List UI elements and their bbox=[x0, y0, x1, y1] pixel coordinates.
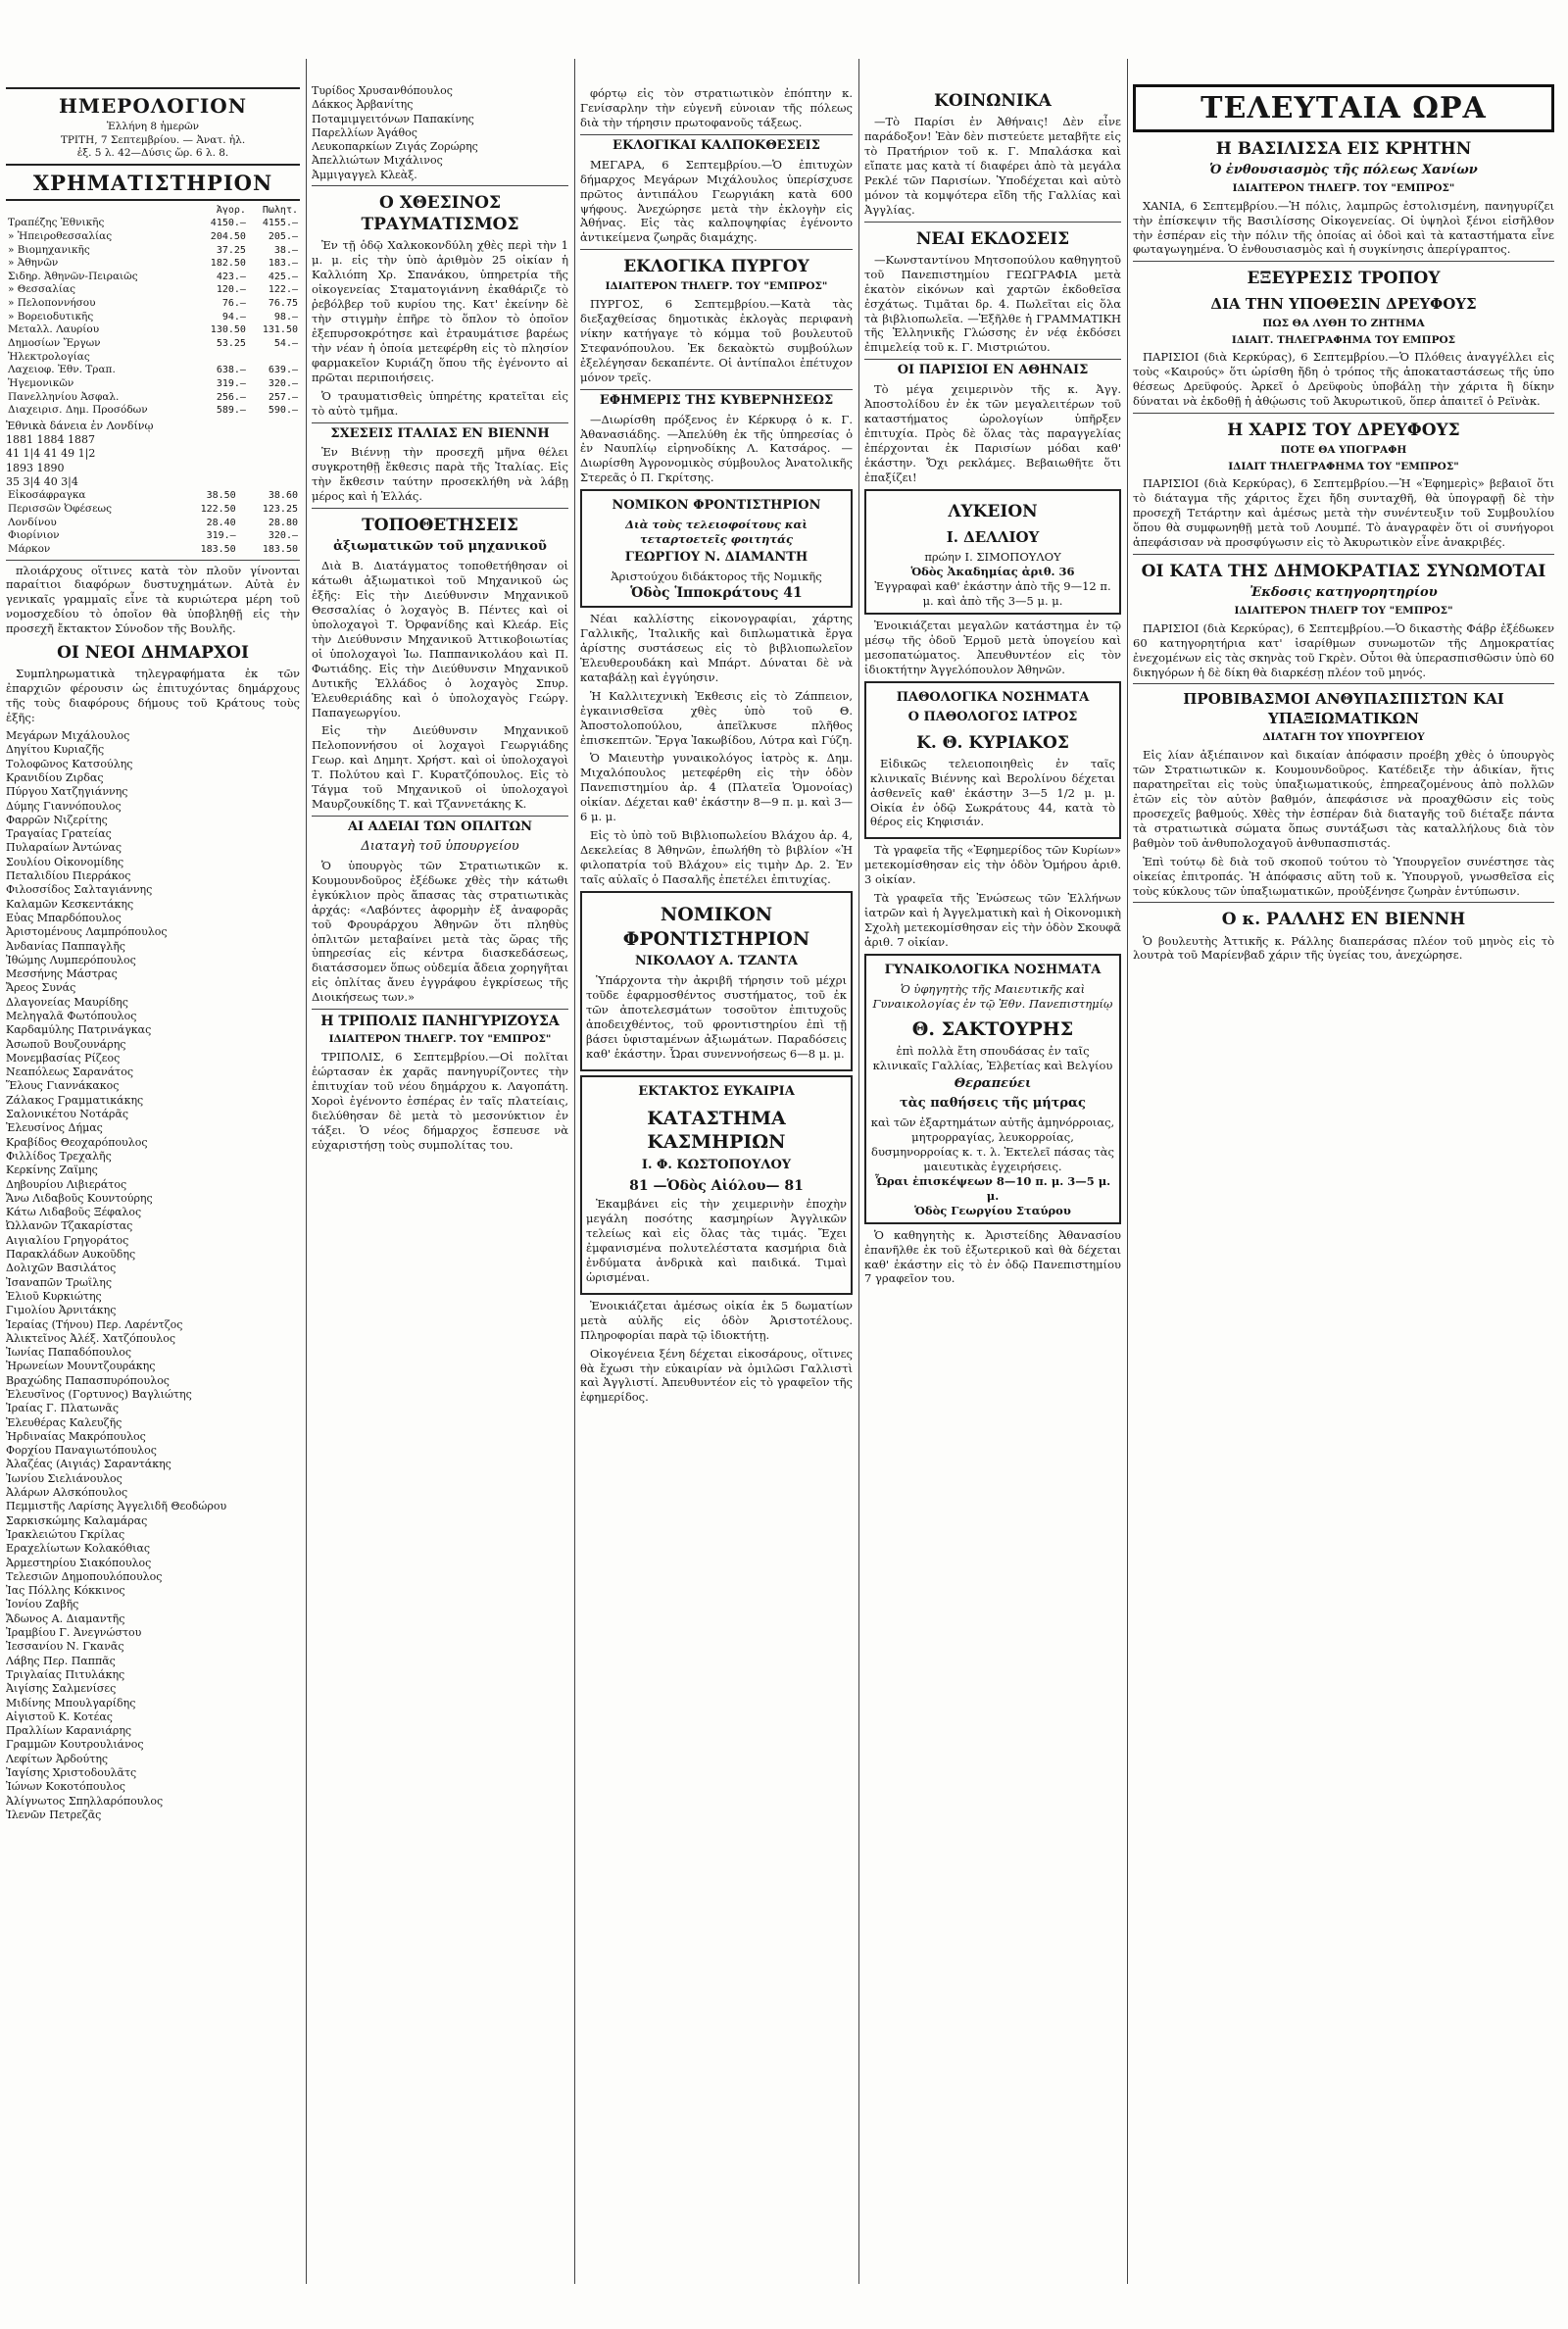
bourse-note: πλοιάρχους οἵτινες κατὰ τὸν πλοῦν γίνονται παραίτιοι διαφόρων δυστυχημάτων. Αὐτὰ ἐν γενικαῖς γραμμαῖς εἶνε τὰ κυριώτερα μέρη τοῦ νομοσχεδίου τὸ ὁποῖον θὰ ὑποβληθῇ εἰς τὴν προσεχῆ ἔκτακτον Σύνοδον τῆς Βουλῆς. bbox=[6, 563, 300, 636]
row-label: » Βιομηχανικῆς bbox=[8, 243, 90, 256]
mayor-entry: Ἰεσσανίου Ν. Γκανᾶς bbox=[6, 1640, 124, 1654]
mayor-entry: Ἠρδιναίας Μακρόπουλος bbox=[6, 1429, 146, 1443]
mayor-entry: Ζάλακος Γραμματικάκης bbox=[6, 1093, 144, 1107]
ad-heading: Θεραπεύει bbox=[954, 1076, 1032, 1092]
sell-price: 257.— bbox=[268, 391, 298, 403]
calendar-sun: ἐξ. 5 λ. 42—Δύσις ὥρ. 6 λ. 8. bbox=[76, 147, 229, 160]
mayor-entry: Ἐλευσῖνος (Γορτυνος) Βαγλιώτης bbox=[6, 1388, 192, 1401]
subheadline-dreyfus-way: ΔΙΑ ΤΗΝ ΥΠΟΘΕΣΙΝ ΔΡΕΥΦΟΥΣ bbox=[1210, 295, 1477, 314]
ad-subtitle: Διὰ τοὺς τελειοφοίτους καὶ τεταρτοετεῖς φοιτητάς bbox=[625, 518, 808, 547]
mayor-entry: Δύμης Γιαννόπουλος bbox=[6, 799, 122, 813]
article-body: Ἐνοικιάζεται ἀμέσως οἰκία ἐκ 5 δωματίων μετὰ αὐλῆς εἰς ὁδὸν Ἀριστοτέλους. Πληροφορίαι παρὰ τῷ ἰδιοκτήτῃ. bbox=[580, 1298, 853, 1342]
ad-kicker: ΕΚΤΑΚΤΟΣ ΕΥΚΑΙΡΙΑ bbox=[638, 1083, 795, 1099]
ad-lyceum bbox=[864, 489, 1121, 615]
row-label: Ἡλεκτρολογίας bbox=[8, 350, 90, 363]
row-label: Πανελληνίου Ἀσφαλ. bbox=[8, 390, 120, 403]
mayor-entry: Τραγαίας Γρατείας bbox=[6, 827, 112, 841]
article-body: Ἐν τῇ ὁδῷ Χαλκοκονδύλη χθὲς περὶ τὴν 1 μ. μ. εἰς τὴν ὑπὸ ἀριθμὸν 25 οἰκίαν ἡ Καλλιόπη Χρ. Σπανάκου, ὑπηρετρία τῆς οἰκογενείας Σταματογιάννη ἐκαθάριζε τὸ ῥεβόλβερ τοῦ κυρίου της. Κατ' ἐκείνην δὲ τὴν στιγμὴν ἐπῆρε τὸ ὅπλον τὸ ὁποῖον ἐξεπυρσοκρότησε καὶ ἐτραυμάτισε βαρέως τὴν νέαν ἡ ὁποία μετεφέρθη εἰς τὸ πλησίον φαρμακεῖον Κυριάζη ὅπου τῆς ἐγένοντο αἱ πρῶται περιποιήσεις. bbox=[312, 238, 568, 384]
headline-leaves: ΑΙ ΑΔΕΙΑΙ ΤΩΝ ΟΠΛΙΤΩΝ bbox=[347, 819, 533, 835]
bourse-table bbox=[6, 204, 300, 418]
column-1 bbox=[0, 84, 306, 2319]
mayor-entry: Εὐας Μπαρδόπουλος bbox=[6, 911, 122, 924]
buy-price: 319.— bbox=[216, 377, 246, 389]
mayor-entry: Λάβης Περ. Παππᾶς bbox=[6, 1654, 116, 1667]
headline-postings: ΤΟΠΟΘΕΤΗΣΕΙΣ bbox=[362, 516, 518, 536]
mayor-entry: Ἰωνίας Παπαδόπουλος bbox=[6, 1346, 132, 1360]
mayor-entry: Πεταλιδίου Πιερράκος bbox=[6, 869, 131, 883]
mayor-entry: Ἀλάρων Αλσκόπουλος bbox=[6, 1486, 128, 1500]
mayor-entry: Γραμμῶν Κουτρουλιάνος bbox=[6, 1738, 144, 1752]
loan-line: 41 1|4 41 49 1|2 bbox=[6, 447, 96, 461]
headline-dreyfus-pardon: Η ΧΑΡΙΣ ΤΟΥ ΔΡΕΥΦΟΥΣ bbox=[1227, 421, 1460, 440]
article-body: Τὰ γραφεῖα τῆς «Ἐφημερίδος τῶν Κυρίων» μετεκομίσθησαν εἰς τὴν ὁδὸν Ὁμήρου ἀριθ. 3 οἰκίαν. bbox=[864, 843, 1121, 887]
row-label: Μάρκον bbox=[8, 542, 51, 555]
article-body: Ὁ καθηγητὴς κ. Ἀριστείδης Ἀθανασίου ἐπανῆλθε ἐκ τοῦ ἐξωτερικοῦ καὶ θὰ δέχεται καθ' ἑκάστην εἰς τὸ ἐν ὁδῷ Πανεπιστημίου 7 γραφεῖον του. bbox=[864, 1227, 1121, 1286]
subheadline-when-signed: ΠΟΤΕ ΘΑ ΥΠΟΓΡΑΦΗ bbox=[1280, 444, 1407, 457]
mayor-entry: Κερκίνης Ζαϊμης bbox=[6, 1164, 98, 1177]
row-label: Τραπέζης Ἐθνικῆς bbox=[8, 217, 105, 229]
sell-price: 4155.— bbox=[262, 218, 298, 229]
mayor-entry: Φιλοσσίδος Σαλταγιάννης bbox=[6, 883, 153, 897]
row-label: Λονδίνου bbox=[8, 516, 57, 528]
sell-price: 205.— bbox=[268, 230, 298, 242]
table-row bbox=[6, 337, 300, 351]
article-body: ΠΑΡΙΣΙΟΙ (διὰ Κερκύρας), 6 Σεπτεμβρίου.—Ὁ δικαστὴς Φάβρ ἐξέδωκεν 60 κατηγορητήρια κατ' ἰσαρίθμων συνωμοτῶν τῆς Δημοκρατίας ἐνεχομένων εἰς τὰς σκηνὰς τοῦ Γκρὲν. Οὗτοι θὰ ὑπερασπισθῶσιν ὑπὸ 60 δικηγόρων ἡ δὲ δίκη θὰ διαρκέσῃ πλέον τοῦ μηνός. bbox=[1133, 620, 1554, 679]
mayor-entry: Ἄδωνος Α. Διαμαντῆς bbox=[6, 1611, 125, 1625]
telegram-tag: ΙΔΙΑΙΤΕΡΟΝ ΤΗΛΕΓΡ ΤΟΥ "ΕΜΠΡΟΣ" bbox=[1234, 605, 1453, 618]
headline-queen-crete: Η ΒΑΣΙΛΙΣΣΑ ΕΙΣ ΚΡΗΤΗΝ bbox=[1215, 139, 1472, 159]
table-row bbox=[6, 351, 300, 365]
loan-line: 1893 1890 bbox=[6, 461, 65, 474]
ad-law-tutoring-diamantis bbox=[580, 489, 853, 608]
mayor-entry: Ἀρμεστηρίου Σιακόπουλος bbox=[6, 1556, 152, 1569]
buy-price: 589.— bbox=[216, 405, 246, 417]
article-body: Εἰς τὴν Διεύθυνσιν Μηχανικοῦ Πελοποννήσου οἱ λοχαγοὶ Γεωργιάδης Γεωρ. καὶ Δημητ. Χρήστ. καὶ οἱ ὑπολοχαγοὶ Τ. Πολύτου καὶ Γ. Κυρατζόπουλος. Εἰς τὸ Τάγμα τοῦ Μηχανικοῦ οἱ ὑπολοχαγοὶ Μαυρζουκίδης Τ. καὶ Τζαννετάκης Κ. bbox=[312, 723, 568, 812]
ad-gynecology bbox=[864, 954, 1121, 1224]
mayor-entry: Ἀλικτεῖνος Ἀλέξ. Χατζόπουλος bbox=[6, 1331, 176, 1345]
telegram-tag: ΙΔΙΑΙΤΕΡΟΝ ΤΗΛΕΓΡ. ΤΟΥ "ΕΜΠΡΟΣ" bbox=[328, 1033, 552, 1046]
article-body: —Τὸ Παρίσι ἐν Ἀθήναις! Δὲν εἶνε παράδοξον! Ἐὰν δὲν πιστεύετε μεταβῆτε εἰς τὸ Πρατήριον τοῦ κ. Γ. Μπαλάσκα καὶ εἴπατε μας κατὰ τί διαφέρει ἀπὸ τὰ μεγάλα Ρεκλέ τῶν Παρισίων. Ὑποδέχεται καὶ αὐτὸ μόνον τὰ κομψότερα εἴδη τῆς Γαλλίας καὶ Ἀγγλίας. bbox=[864, 115, 1121, 217]
mayor-entry: Τολοφῶνος Κατσούλης bbox=[6, 757, 133, 770]
headline-pyrgos: ΕΚΛΟΓΙΚΑ ΠΥΡΓΟΥ bbox=[623, 257, 809, 277]
headline-italy-vienna: ΣΧΕΣΕΙΣ ΙΤΑΛΙΑΣ ΕΝ ΒΙΕΝΝΗ bbox=[330, 425, 550, 441]
col-header-buy: Ἀγορ. bbox=[216, 205, 246, 217]
mayors-list bbox=[6, 729, 300, 1822]
buy-price: 4150.— bbox=[210, 218, 246, 229]
mayor-entry: Ἰονίου Ζαβῆς bbox=[6, 1598, 79, 1611]
mayor-entry: Ἀμμιγαγγελ Κλεὰξ. bbox=[312, 168, 417, 181]
ad-body: καὶ τῶν ἐξαρτημάτων αὐτῆς ἀμηνόρροιας, μητρορραγίας, λευκορροίας, δυσμηνορροίας κ. τ. λ. Ἐκτελεῖ πάσας τὰς μαιευτικὰς ἐγχειρήσεις. bbox=[870, 1115, 1115, 1173]
mayor-entry: Ἰσαναπῶν Τρωΐλης bbox=[6, 1275, 112, 1289]
table-row bbox=[6, 297, 300, 311]
article-body: ΧΑΝΙΑ, 6 Σεπτεμβρίου.—Ἡ πόλις, λαμπρῶς ἐστολισμένη, πανηγυρίζει τὴν ἐπίσκεψιν τῆς Βασιλίσσης Οἰκογενείας. Οἱ ὑψηλοὶ ξένοι εἰσῆλθον τὴν ἑσπέραν εἰς τὴν πόλιν τῆς ὁποίας αἱ ὁδοὶ καὶ τὰ καταστήματα εἶνε φωταγωγημένα. Ὁ ἐνθουσιασμὸς καὶ ἡ συγκίνησις ἀπερίγραπτος. bbox=[1133, 198, 1554, 257]
headline-rallis-vienna: Ο κ. ΡΑΛΛΗΣ ΕΝ ΒΙΕΝΝΗ bbox=[1221, 910, 1466, 930]
buy-price: 256.— bbox=[216, 391, 246, 403]
row-label: » Ἀθηνῶν bbox=[8, 257, 59, 270]
subheadline-indictment: Ἐκδοσις κατηγορητηρίου bbox=[1250, 585, 1438, 601]
mayor-entry: Ἰραμβίου Γ. Ἀνεγνώστου bbox=[6, 1626, 142, 1640]
article-body: Νέαι καλλίστης εἰκονογραφίαι, χάρτης Γαλλικῆς, Ἰταλικῆς καὶ διπλωματικὰ ἔργα ἀρίστης συστάσεως εἰς τὸ βιβλιοπωλεῖον Ἐλευθερουδάκη καὶ Μπάρτ. Δύναται δὲ νὰ καταβάλῃ καὶ ἐγγύησιν. bbox=[580, 612, 853, 684]
ad-title: ΠΑΘΟΛΟΓΙΚΑ ΝΟΣΗΜΑΤΑ bbox=[896, 689, 1090, 705]
bourse-title: ΧΡΗΜΑΤΙΣΤΗΡΙΟΝ bbox=[32, 170, 273, 195]
calendar-subhead: Ἑλλήνη 8 ἡμερῶν bbox=[106, 121, 200, 132]
article-body: ΠΥΡΓΟΣ, 6 Σεπτεμβρίου.—Κατὰ τὰς διεξαχθείσας δημοτικὰς ἐκλογὰς περιφανὴ νίκην κατήγαγε τὸ κόμμα τοῦ βουλευτοῦ Στεφανόπουλου. Ἐκ δεκαὸκτὼ συμβούλων ἐξελέγησαν δεκαπέντε. Οἱ ἀντίπαλοι ἐπέτυχον μόνον τρεῖς. bbox=[580, 297, 853, 384]
mayor-entry: Ἰώνων Κοκοτόπουλος bbox=[6, 1780, 125, 1794]
ad-name: ΝΙΚΟΛΑΟΥ Α. ΤΖΑΝΤΑ bbox=[635, 954, 798, 969]
mayor-entry: Γιμολίου Ἀρνιτάκης bbox=[6, 1304, 117, 1317]
telegram-tag: ΙΔΙΑΙΤ ΤΗΛΕΓΡΑΦΗΜΑ ΤΟΥ "ΕΜΠΡΟΣ" bbox=[1228, 460, 1459, 472]
table-row bbox=[6, 489, 300, 503]
mayor-entry: Νεαπόλεως Σαρανάτος bbox=[6, 1065, 133, 1079]
article-body: Ὁ ὑπουργὸς τῶν Στρατιωτικῶν κ. Κουμουνδοῦρος ἐξέδωκε χθὲς τὴν κάτωθι ἐγκύκλιον πρὸς ἅπασας τὰς στρατιωτικὰς ἀρχάς: «Λαβόντες ἀφορμὴν ἐξ ἀναφορᾶς τοῦ Φρουράρχου Ἀθηνῶν ὅτι πληθὺς ὁπλιτῶν μεταβαίνει μετὰ τὰς ὥρας τῆς ὑπηρεσίας εἰς κέντρα διασκεδάσεως, διατάσσομεν ὅπως οὐδεμία ἄδεια χορηγῆται εἰς ὁπλίτας ἄνευ ἐγγράφου ἐγκρίσεως τῆς Διοικήσεως των.» bbox=[312, 858, 568, 1005]
buy-price: 182.50 bbox=[210, 258, 246, 270]
mayor-entry: Πυλαραίων Ἀντώνας bbox=[6, 841, 122, 855]
sell-price: 425.— bbox=[268, 271, 298, 282]
loan-line: 1881 1884 1887 bbox=[6, 433, 95, 447]
ad-hours: Ἐγγραφαὶ καθ' ἑκάστην ἀπὸ τῆς 9—12 π. μ. καὶ ἀπὸ τῆς 3—5 μ. μ. bbox=[874, 579, 1111, 609]
mayor-entry: Δολιχῶν Βασιλάτος bbox=[6, 1262, 117, 1275]
mayor-entry: Κραβίδος Θεοχαρόπουλος bbox=[6, 1135, 148, 1149]
telegram-tag: ΙΔΙΑΙΤΕΡΟΝ ΤΗΛΕΓΡ. ΤΟΥ "ΕΜΠΡΟΣ" bbox=[605, 280, 828, 293]
headline-dreyfus-way: ΕΞΕΥΡΕΣΙΣ ΤΡΟΠΟΥ bbox=[1247, 269, 1441, 289]
sell-price: 320.— bbox=[268, 377, 298, 389]
mayor-entry: Πεμμιστῆς Λαρίσης Ἀγγελιδῆ Θεοδώρου bbox=[6, 1500, 227, 1513]
mayor-entry: Ἰθώμης Λυμπερόπουλος bbox=[6, 953, 136, 966]
headline-injury: Ο ΧΘΕΣΙΝΟΣ ΤΡΑΥΜΑΤΙΣΜΟΣ bbox=[361, 193, 519, 235]
sell-price: 38.— bbox=[273, 244, 298, 256]
last-hour-title: ΤΕΛΕΥΤΑΙΑ ΩΡΑ bbox=[1200, 91, 1487, 125]
table-row bbox=[6, 517, 300, 530]
column-5 bbox=[1127, 84, 1568, 2319]
loan-line: Ἐθνικὰ δάνεια ἐν Λονδίνῳ bbox=[6, 419, 154, 432]
ad-name: Κ. Θ. ΚΥΡΙΑΚΟΣ bbox=[916, 732, 1069, 753]
mayor-entry: Ἠρωνείων Μουντζουράκης bbox=[6, 1360, 156, 1373]
ad-title: ΛΥΚΕΙΟΝ bbox=[948, 501, 1038, 521]
sell-price: 131.50 bbox=[262, 324, 298, 336]
table-row bbox=[6, 377, 300, 391]
mayor-entry: Εραχελίωτων Κολακόθιας bbox=[6, 1542, 151, 1556]
sell-price: 28.80 bbox=[268, 517, 298, 528]
buy-price: 319.— bbox=[206, 530, 236, 542]
subheadline-ministry-order: ΔΙΑΤΑΓΗ ΤΟΥ ΥΠΟΥΡΓΕΙΟΥ bbox=[1262, 731, 1425, 744]
telegram-tag: ΙΔΙΑΙΤΕΡΟΝ ΤΗΛΕΓΡ. ΤΟΥ "ΕΜΠΡΟΣ" bbox=[1232, 181, 1455, 194]
mayor-entry: Καλαμῶν Κεσκεντάκης bbox=[6, 897, 134, 911]
table-row bbox=[6, 503, 300, 517]
article-body: Ἐπὶ τούτῳ δὲ διὰ τοῦ σκοποῦ τούτου τὸ Ὑπουργεῖον συνέστησε τὰς οἰκείας ἐπιτροπάς. Ἡ ἀπόφασις αὕτη τοῦ κ. Ὑπουργοῦ, γνωσθεῖσα εἰς τοὺς κύκλους τῶν ὑπαξιωματικῶν, προὐξένησε ζωηρὰν ἐντύπωσιν. bbox=[1133, 854, 1554, 898]
mayor-entry: Βραχώδης Παπασπυρόπουλος bbox=[6, 1373, 170, 1387]
sell-price: 123.25 bbox=[262, 503, 298, 515]
table-row bbox=[6, 364, 300, 377]
row-label: » Ἠπειροθεσσαλίας bbox=[8, 229, 113, 242]
ad-address: Ὁδὸς Ἀκαδημίας ἀριθ. 36 bbox=[910, 565, 1075, 579]
table-row bbox=[6, 529, 300, 543]
article-body: Διὰ Β. Διατάγματος τοποθετήθησαν οἱ κάτωθι ἀξιωματικοὶ τοῦ Μηχανικοῦ ὡς ἑξῆς: Εἰς τὴν Διεύθυνσιν Μηχανικοῦ Θεσσαλίας ὁ λοχαγὸς Β. Πέντες καὶ οἱ ὑπολοχαγοὶ Τ. Ὀρφανίδης καὶ Κλεάρ. Εἰς τὴν Διεύθυνσιν Μηχανικοῦ Ἀττικοβοιωτίας οἱ ὑπολοχαγοὶ Ἰω. Παππανικολάου καὶ Π. Φωτιάδης. Εἰς τὴν Διεύθυνσιν Μηχανικοῦ Δυτικῆς Ἑλλάδος ὁ λοχαγὸς Σπυρ. Ἑλευθεριάδης καὶ ὁ ὑπολοχαγὸς Γεώργ. Παπαγεωργίου. bbox=[312, 559, 568, 719]
continued-names bbox=[312, 84, 568, 182]
section-title-mayors: ΟΙ ΝΕΟΙ ΔΗΜΑΡΧΟΙ bbox=[57, 643, 249, 664]
article-body: φόρτῳ εἰς τὸν στρατιωτικὸν ἐπόπτην κ. Γενίσαρλην τὴν εὐγενῆ εὐνοιαν τῆς πόλεως διὰ τὴν τήρησιν πρωτοφανοῦς τάξεως. bbox=[580, 86, 853, 129]
mayor-entry: Λευκοπαρκίων Ζιγάς Ζορώρης bbox=[312, 140, 478, 154]
table-row bbox=[6, 257, 300, 271]
mayor-entry: Φορχίου Παναγιωτόπουλος bbox=[6, 1444, 157, 1458]
mayor-entry: Παρακλάδων Αυκοῦδης bbox=[6, 1248, 136, 1262]
column-3 bbox=[574, 84, 858, 2319]
ad-body: Ἐκαμβάνει εἰς τὴν χειμερινὴν ἐποχὴν μεγάλη ποσότης κασμηρίων Ἀγγλικῶν τελείως καὶ εἰς ὅλας τὰς τιμάς. Ἔχει ἐμφανισμένα πολυτελέστατα κασμήρια διὰ ἐνδύματα ἀνδρικὰ καὶ παιδικά. Τιμαὶ ὡρισμέναι. bbox=[586, 1197, 847, 1284]
ad-title: ΚΑΤΑΣΤΗΜΑ ΚΑΣΜΗΡΙΩΝ bbox=[647, 1107, 786, 1154]
mayor-entry: Τελεσιῶν Δημοπουλόπουλος bbox=[6, 1569, 163, 1583]
mayor-entry: Σαρκισκώμης Καλαμάρας bbox=[6, 1513, 148, 1527]
ad-body: Εἰδικῶς τελειοποιηθεὶς ἐν ταῖς κλινικαῖς Βιέννης καὶ Βερολίνου δέχεται ἀσθενεῖς καθ' ἑκάστην 3—5 1/2 μ. μ. Οἰκία ἐν ὁδῷ Σωκράτους 44, κατὰ τὸ θέρος εἰς Κηφισιάν. bbox=[870, 756, 1115, 829]
mayor-entry: Αἰγιστοῦ Κ. Κοτέας bbox=[6, 1710, 113, 1723]
article-body: ΠΑΡΙΣΙΟΙ (διὰ Κερκύρας), 6 Σεπτεμβρίου.—Ἡ «Ἐφημερὶς» βεβαιοῖ ὅτι τὸ διάταγμα τῆς χάριτος ἔχει ἤδη συνταχθῆ, θὰ ὑπογραφῇ δὲ τὴν προσεχῆ Τετάρτην καὶ ἀμέσως μετὰ τὴν συνέντευξιν τοῦ Συμβουλίου ὅπου θὰ συμφωνηθῇ μετὰ τοῦ Λουμπέ. Τὸ ἀναγραφὲν ὅτι οἱ συνήγοροι ἀπεφάσισαν νὰ προσφύγωσιν εἰς τὸ Ἀκυρωτικὸν εἶνε ἀνακριβές. bbox=[1133, 476, 1554, 550]
mayor-entry: Καρδαμύλης Πατρινάγκας bbox=[6, 1023, 152, 1037]
subheadline-leaves: Διαταγὴ τοῦ ὑπουργείου bbox=[361, 838, 519, 854]
sell-price: 320.— bbox=[268, 530, 298, 542]
mayor-entry: Μεληγαλᾶ Φωτόπουλος bbox=[6, 1009, 137, 1022]
mayor-entry: Ἐλευσίνος Δήμας bbox=[6, 1121, 103, 1135]
row-label: Φιορίνιον bbox=[8, 529, 60, 542]
ad-title: ΝΟΜΙΚΟΝ ΦΡΟΝΤΙΣΤΗΡΙΟΝ bbox=[622, 903, 810, 950]
table-row bbox=[6, 543, 300, 557]
article-body: Ὁ Μαιευτὴρ γυναικολόγος ἰατρὸς κ. Δημ. Μιχαλόπουλος μετεφέρθη εἰς τὴν ὁδὸν Πανεπιστημίου ἀρ. 4 (Πλατεῖα Ὁμονοίας) οἰκίαν. Δέχεται καθ' ἑκάστην 8—9 π. μ. καὶ 3—6 μ. μ. bbox=[580, 751, 853, 824]
subheadline-postings: ἀξιωματικῶν τοῦ μηχανικοῦ bbox=[333, 539, 547, 555]
ad-subtitle: Ὁ ὑφηγητὴς τῆς Μαιευτικῆς καὶ Γυναικολογίας ἐν τῷ Ἐθν. Πανεπιστημίῳ bbox=[872, 981, 1113, 1011]
ad-heading: τὰς παθήσεις τῆς μήτρας bbox=[900, 1096, 1086, 1112]
ad-pathology bbox=[864, 681, 1121, 840]
mayor-entry: Δηβουρίου Λιβιεράτος bbox=[6, 1177, 127, 1191]
sell-price: 183.— bbox=[268, 258, 298, 270]
row-label: Ἡγεμονικῶν bbox=[8, 376, 74, 389]
mayor-entry: Ἰωνίου Σιελιάνουλος bbox=[6, 1471, 122, 1485]
article-body: Τὸ μέγα χειμερινὸν τῆς κ. Ἀγγ. Ἀποστολίδου ἐν ἐκ τῶν μεγαλειτέρων τοῦ καταστήματος ὡρολογίων ὑπῆρξεν ἐπιτυχία. Πρὸς δὲ ὅλας τὰς παραγγελίας ἐπέρχονται ἐκ Παρισίων μόδαι καθ' ἑκάστην. Ὄχι ρεκλάμες. Βεβαιωθῆτε ὅτι ἐπαξίζει! bbox=[864, 382, 1121, 484]
article-body: ΤΡΙΠΟΛΙΣ, 6 Σεπτεμβρίου.—Οἱ πολῖται ἑώρτασαν ἐκ χαρᾶς πανηγυρίζοντες τὴν ἐπιτυχίαν τοῦ νέου δημάρχου κ. Λαγοπάτη. Χοροὶ ἐγένοντο ἑσπέρας ἐν ταῖς πλατείαις, διελύθησαν δὲ μετὰ τὸ μεσονύκτιον ἐν τάξει. Ὁ νέος δήμαρχος ἔσπευσε νὰ εὐχαριστήσῃ τοὺς συμπολίτας του. bbox=[312, 1050, 568, 1152]
mayor-entry: Ἐλευθέρας Καλευζῆς bbox=[6, 1415, 122, 1429]
sell-price bbox=[248, 351, 300, 365]
buy-price bbox=[196, 351, 248, 365]
row-label: » Βορειοδυτικῆς bbox=[8, 310, 94, 322]
mayor-entry: Ἰας Πόλλης Κόκκινος bbox=[6, 1584, 125, 1598]
headline-tripoli: Η ΤΡΙΠΟΛΙΣ ΠΑΝΗΓΥΡΙΖΟΥΣΑ bbox=[320, 1014, 560, 1030]
buy-price: 122.50 bbox=[200, 503, 236, 515]
row-label: Δημοσίων Ἔργων bbox=[8, 336, 101, 349]
buy-price: 28.40 bbox=[206, 517, 236, 528]
mayor-entry: Σαλονικέτου Νοτάρᾶς bbox=[6, 1108, 129, 1121]
mayor-entry: Ἰραίας Γ. Πλατωνᾶς bbox=[6, 1402, 119, 1415]
mayor-entry: Ὠλλανῶν Τζακαρίστας bbox=[6, 1219, 133, 1233]
mayor-entry: Δλαγονείας Μαυρίδης bbox=[6, 995, 128, 1009]
ad-address: Ὁδὸς Γεωργίου Σταύρου bbox=[914, 1203, 1071, 1217]
ad-address: 81 —Ὁδὸς Αἰόλου— 81 bbox=[629, 1177, 804, 1194]
buy-price: 183.50 bbox=[200, 543, 236, 555]
row-label: Σιδηρ. Ἀθηνῶν-Πειραιῶς bbox=[8, 270, 138, 282]
sell-price: 54.— bbox=[273, 337, 298, 349]
mayor-entry: Ἀιγίσης Σαλμενίσες bbox=[6, 1682, 117, 1696]
buy-price: 638.— bbox=[216, 365, 246, 376]
article-body: —Διωρίσθη πρόξενος ἐν Κέρκυρᾳ ὁ κ. Γ. Ἀθανασιάδης. —Ἀπελύθη ἐκ τῆς ὑπηρεσίας ὁ ἐν Ναυπλίῳ εἰρηνοδίκης Λ. Κατσάρος. —Διωρίσθη Ἀγρονομικὸς σύμβουλος Ἀνατολικῆς Στερεᾶς ὁ Π. Γκρίτσης. bbox=[580, 412, 853, 485]
mayor-entry: Κρανιδίου Ζιρδας bbox=[6, 770, 104, 784]
table-row bbox=[6, 283, 300, 297]
mayor-entry: Φιλλίδος Τρεχαλῆς bbox=[6, 1149, 112, 1163]
table-row bbox=[6, 244, 300, 258]
table-row bbox=[6, 217, 300, 230]
mayor-entry: Τυρίδος Χρυσανθόπουλος bbox=[312, 84, 453, 97]
article-body: Εἰς λίαν ἀξιέπαινον καὶ δικαίαν ἀπόφασιν προέβη χθὲς ὁ ὑπουργὸς τῶν Στρατιωτικῶν κ. Κουμουνδοῦρος. Κατέδειξε τὴν ἀδικίαν, ἥτις παρατηρεῖται εἰς τοὺς ὑπαξιωματικούς, ἐπηρεαζομένους ἀπὸ πολλῶν ἐτῶν εἰς τὸν αὐτὸν βαθμόν, ἀπεφάσισε νὰ προαχθῶσιν εἰς τοὺς προσεχεῖς βαθμούς. Χθὲς τὴν ἑσπέραν διὰ διαταγῆς τοῦ διέταξε πάντα τὰ στρατιωτικὰ σώματα ὅπως συντάξωσι τὰς καταλλήλους διὰ τὸν βαθμὸν τοῦ ἀνθυπολοχαγοῦ ἀνθυπασπιστάς. bbox=[1133, 748, 1554, 850]
mayor-entry: Ἄνω Λιδαβοῦς Κουντούρης bbox=[6, 1191, 153, 1205]
bourse-header bbox=[6, 204, 300, 217]
last-hour-banner bbox=[1133, 84, 1554, 132]
mayor-entry: Μεσσήνης Μάστρας bbox=[6, 967, 118, 981]
article-body: —Κωνσταντίνου Μητσοπούλου καθηγητοῦ τοῦ Πανεπιστημίου ΓΕΩΓΡΑΦΙΑ μετὰ ἑκατὸν εἰκόνων καὶ χαρτῶν ἐκδοθεῖσα ἐσχάτως. Τιμᾶται δρ. 4. Πωλεῖται εἰς ὅλα τὰ βιβλιοπωλεῖα. —Ἐξῆλθε ἡ ΓΡΑΜΜΑΤΙΚΗ τῆς Ἑλληνικῆς Γλώσσης ἐν νέᾳ ἐκδόσει ἐπιμελείᾳ τοῦ κ. Γ. Μιστριώτου. bbox=[864, 252, 1121, 355]
headline-promotions: ΠΡΟΒΙΒΑΣΜΟΙ ΑΝΘΥΠΑΣΠΙΣΤΩΝ ΚΑΙ ΥΠΑΞΙΩΜΑΤΙΚΩΝ bbox=[1183, 690, 1504, 727]
article-body: ΜΕΓΑΡΑ, 6 Σεπτεμβρίου.—Ὁ ἐπιτυχὼν δήμαρχος Μεγάρων Μιχάλουλος ὑπερίσχυσε πρῶτος ἀντιπάλου Γεωργιάκη κατὰ 600 ψήφους. Ἀνεχώρησε μετὰ τὴν ἐκλογὴν εἰς Ἀθήνας. Εἰς τὰς καλποψηφίας ἐγένοντο ἀντικείμενα ζωηρᾶς διαμάχης. bbox=[580, 157, 853, 245]
table-row bbox=[6, 230, 300, 244]
sell-price: 590.— bbox=[268, 405, 298, 417]
ad-title: ΝΟΜΙΚΟΝ ΦΡΟΝΤΙΣΤΗΡΙΟΝ bbox=[612, 498, 821, 514]
headline-gazette: ΕΦΗΜΕΡΙΣ ΤΗΣ ΚΥΒΕΡΝΗΣΕΩΣ bbox=[599, 392, 834, 408]
row-label: Λαχειοφ. Ἐθν. Τραπ. bbox=[8, 364, 116, 376]
mayor-entry: Μονεμβασίας Ρίζεος bbox=[6, 1051, 121, 1065]
headline-parisians: ΟΙ ΠΑΡΙΣΙΟΙ ΕΝ ΑΘΗΝΑΙΣ bbox=[897, 363, 1089, 378]
article-body: Ἡ Καλλιτεχνικὴ Ἐκθεσις εἰς τὸ Ζάππειον, ἐγκαινισθεῖσα χθὲς ὑπὸ τοῦ Θ. Ἀποστολοπούλου, ἀπεῖλκυσε πλῆθος ἐπισκεπτῶν. Ἔργα Ἰακωβίδου, Λύτρα καὶ Γύζη. bbox=[580, 688, 853, 747]
article-body: Ὁ τραυματισθεὶς ὑπηρέτης κρατεῖται εἰς τὸ αὐτὸ τμῆμα. bbox=[312, 388, 568, 418]
ad-name: ΓΕΩΡΓΙΟΥ Ν. ΔΙΑΜΑΝΤΗ bbox=[624, 550, 808, 566]
row-label: » Θεσσαλίας bbox=[8, 283, 75, 296]
mayor-entry: Ἰλενῶν Πετρεζᾶς bbox=[6, 1808, 102, 1821]
buy-price: 204.50 bbox=[210, 230, 246, 242]
buy-price: 423.— bbox=[216, 271, 246, 282]
mayor-entry: Δηγίτου Κυριαζῆς bbox=[6, 743, 105, 757]
col-header-sell: Πωλητ. bbox=[262, 205, 298, 217]
mayor-entry: Τριγλαίας Πιτυλάκης bbox=[6, 1667, 125, 1681]
headline-social: ΚΟΙΝΩΝΙΚΑ bbox=[934, 91, 1052, 111]
buy-price: 38.50 bbox=[206, 490, 236, 502]
article-body: Εἰς τὸ ὑπὸ τοῦ Βιβλιοπωλείου Βλάχου ἀρ. 4, Δεκελείας 8 Ἀθηνῶν, ἐπωλήθη τὸ βιβλίον «Ἡ φιλοπατρία τοῦ Βλάχου» εἰς τιμὴν Δρ. 2. Ἐν ταῖς αὐλαῖς ὁ Πασαλῆς ἐπετέλει ἐπιτυχίας. bbox=[580, 828, 853, 886]
mayor-entry: Κάτω Λιδαβοῦς Ξέφαλος bbox=[6, 1206, 142, 1219]
ad-name: Θ. ΣΑΚΤΟΥΡΗΣ bbox=[911, 1017, 1074, 1040]
mayor-entry: Ἰαγίσης Χριστοδουλᾶτς bbox=[6, 1766, 137, 1780]
table-row bbox=[6, 391, 300, 405]
headline-conspirators: ΟΙ ΚΑΤΑ ΤΗΣ ΔΗΜΟΚΡΑΤΙΑΣ ΣΥΝΩΜΟΤΑΙ bbox=[1141, 562, 1546, 582]
sell-price: 76.75 bbox=[268, 298, 298, 310]
headline-new-editions: ΝΕΑΙ ΕΚΔΟΣΕΙΣ bbox=[915, 228, 1070, 249]
table-row bbox=[6, 404, 300, 418]
mayor-entry: Ἀλίγνωτος Σπηλλαρόπουλος bbox=[6, 1794, 164, 1808]
telegram-tag: ΙΔΙΑΙΤ. ΤΗΛΕΓΡΑΦΗΜΑ ΤΟΥ ΕΜΠΡΟΣ bbox=[1231, 333, 1456, 346]
sell-price: 38.60 bbox=[268, 490, 298, 502]
mayor-entry: Ἄρεος Συνάς bbox=[6, 981, 76, 995]
row-label: Περισσῶν Ὀφέσεως bbox=[8, 502, 112, 515]
ad-hours: Ὧραι ἐπισκέψεων 8—10 π. μ. 3—5 μ. μ. bbox=[874, 1173, 1111, 1203]
row-label: » Πελοποννήσου bbox=[8, 297, 96, 310]
mayor-entry: Ἱεραίας (Τήνου) Περ. Λαρέντζος bbox=[6, 1317, 183, 1331]
mayor-entry: Πύργου Χατζηγιάννης bbox=[6, 785, 128, 799]
sell-price: 122.— bbox=[268, 284, 298, 296]
article-body: Ὁ βουλευτὴς Ἀττικῆς κ. Ράλλης διαπεράσας πλέον τοῦ μηνὸς εἰς τὸ λουτρὰ τοῦ Μαρίενβαδ χάριν τῆς ὑγείας του, ἀνεχώρησε. bbox=[1133, 933, 1554, 963]
headline-ballots: ΕΚΛΟΓΙΚΑΙ ΚΑΛΠΟΚΘΕΣΕΙΣ bbox=[612, 137, 820, 153]
subheadline-question: ΠΩΣ ΘΑ ΛΥΘΗ ΤΟ ΖΗΤΗΜΑ bbox=[1262, 317, 1425, 329]
buy-price: 130.50 bbox=[210, 324, 246, 336]
ad-title: ΓΥΝΑΙΚΟΛΟΓΙΚΑ ΝΟΣΗΜΑΤΑ bbox=[884, 962, 1102, 977]
mayor-entry: Ἀριστομένους Λαμπρόπουλος bbox=[6, 925, 168, 939]
column-2 bbox=[306, 84, 574, 2319]
sell-price: 639.— bbox=[268, 365, 298, 376]
article-body: Ἐν Βιέννῃ τὴν προσεχῆ μῆνα θέλει συγκροτηθῇ ἔκθεσις παρὰ τῆς Ἰταλίας. Εἰς τὴν ἔκθεσιν ταύτην προσεκλήθη νὰ λάβῃ μέρος καὶ ἡ Ἑλλάς. bbox=[312, 445, 568, 504]
subheadline-queen-crete: Ὁ ἐνθουσιασμὸς τῆς πόλεως Χανίων bbox=[1209, 163, 1478, 178]
calendar-masthead: ΗΜΕΡΟΛΟΓΙΟΝ bbox=[59, 94, 247, 118]
mayor-entry: Ἀλαζέας (Αιγιάς) Σαραντάκης bbox=[6, 1458, 172, 1471]
article-body: Τὰ γραφεῖα τῆς Ἐνώσεως τῶν Ἑλλήνων ἰατρῶν καὶ ἡ Ἀγγελματικὴ καὶ ἡ Οἰκονομικὴ Σχολὴ μετεκομίσθησαν εἰς τὴν ὁδὸν Σκουφᾶ ἀριθ. 7 οἰκίαν. bbox=[864, 891, 1121, 950]
row-label: Εἰκοσάφραγκα bbox=[8, 489, 86, 502]
article-body: Ἐνοικιάζεται μεγαλῶν κατάστημα ἐν τῷ μέσῳ τῆς ὁδοῦ Ἑρμοῦ μετὰ ὑπογείου καὶ μεσοπατώματος. Ἀπευθυντέον εἰς τὸν ἰδιοκτήτην Ἀγγελόπουλον Ἀθηνῶν. bbox=[864, 619, 1121, 676]
calendar-date: ΤΡΙΤΗ, 7 Σεπτεμβρίου. — Ἀνατ. ἡλ. bbox=[60, 133, 246, 146]
table-row bbox=[6, 271, 300, 284]
table-row bbox=[6, 323, 300, 337]
ad-body: ἐπὶ πολλὰ ἔτη σπουδάσας ἐν ταῖς κλινικαῖς Γαλλίας, Ἑλβετίας καὶ Βελγίου bbox=[872, 1044, 1113, 1073]
mayor-entry: Ἕλους Γιαννάκακος bbox=[6, 1079, 120, 1093]
mayor-entry: Ἀπελλιώτων Μιχάλινος bbox=[312, 154, 443, 168]
row-label: Μεταλλ. Λαυρίου bbox=[8, 323, 100, 336]
table-row bbox=[6, 311, 300, 324]
buy-price: 94.— bbox=[221, 311, 246, 322]
column-4 bbox=[858, 84, 1127, 2319]
mayor-entry: Λεφίτων Ἀρδούτης bbox=[6, 1752, 109, 1765]
mayor-entry: Μιδίνης Μπουλγαρίδης bbox=[6, 1696, 136, 1710]
row-label: Διαχειρισ. Δημ. Προσόδων bbox=[8, 404, 148, 417]
mayor-entry: Δάκκος Ἀρβανίτης bbox=[312, 98, 414, 112]
article-body: ΠΑΡΙΣΙΟΙ (διὰ Κερκύρας), 6 Σεπτεμβρίου.—Ὁ Πλόθεις ἀναγγέλλει εἰς τοὺς «Καιρούς» ὅτι ὡρίσθη ἤδη ὁ τρόπος τῆς ἀποκαταστάσεως τῆς ὑπο θέσεως Δρεϋφούς. Ἀρκεῖ ὁ Δρεϋφοὺς ὑποβάλῃ τὴν χάριτα ἢ δίκην δύναται νὰ ἐκδοθῇ ἡ ἀθῴωσις τοῦ Ἀκυρωτικοῦ, ὅπερ ἀπαιτεῖ ὁ Ρεϊνὰκ. bbox=[1133, 350, 1554, 409]
buy-price: 76.— bbox=[221, 298, 246, 310]
ad-former-name: πρώην Ι. ΣΙΜΟΠΟΥΛΟΥ bbox=[924, 550, 1061, 565]
mayor-entry: Ἑλιοῦ Κυρκιώτης bbox=[6, 1289, 102, 1303]
ad-credential: Ἀριστούχου διδάκτορος τῆς Νομικῆς bbox=[611, 569, 822, 583]
mayor-entry: Σουλίου Οἰκονομίδης bbox=[6, 855, 124, 868]
loan-line: 35 3|4 40 3|4 bbox=[6, 475, 78, 489]
mayor-entry: Πραλλίων Καρανιάρης bbox=[6, 1724, 132, 1738]
mayor-entry: Αιγιαλίου Γρηγοράτος bbox=[6, 1233, 129, 1247]
sell-price: 98.— bbox=[273, 311, 298, 322]
ad-body: Ὑπάρχοντα τὴν ἀκριβῆ τήρησιν τοῦ μέχρι τοῦδε ἐφαρμοσθέντος συστήματος, τοῦ ἐκ τῶν ἀποτελεσμάτων τοσοῦτον ἐπιτυχοῦς ἀποδειχθέντος, τοῦ φροντιστηρίου ἐπὶ τῇ βάσει ὑφισταμένων ἀξιωμάτων. Παραδόσεις καθ' ἑκάστην. Ὧραι συνεννοήσεως 6—8 μ. μ. bbox=[586, 973, 847, 1061]
sell-price: 183.50 bbox=[262, 543, 298, 555]
buy-price: 120.— bbox=[216, 284, 246, 296]
mayor-entry: Φαρρῶν Νιζερίτης bbox=[6, 813, 108, 826]
ad-name: Ι. ΔΕΛΛΙΟΥ bbox=[946, 527, 1040, 546]
fx-table bbox=[6, 489, 300, 556]
mayors-intro: Συμπληρωματικὰ τηλεγραφήματα ἐκ τῶν ἐπαρχιῶν φέρουσιν ὡς ἐπιτυχόντας δημάρχους τῆς τοὺς διαφόρους δήμους τοῦ Κράτους τοὺς ἑξῆς: bbox=[6, 667, 300, 725]
mayor-entry: Μεγάρων Μιχάλουλος bbox=[6, 729, 130, 743]
buy-price: 53.25 bbox=[216, 337, 246, 349]
mayor-entry: Ἀνδανίας Παππαγλῆς bbox=[6, 939, 125, 953]
ad-law-tutoring-tzantas bbox=[580, 891, 853, 1071]
article-body: Οἰκογένεια ξένη δέχεται εἰκοσάρους, οἵτινες θὰ ἔχωσι τὴν εὐκαιρίαν νὰ ὁμιλῶσι Γαλλιστὶ καὶ Ἀγγλιστί. Ἀπευθυντέον εἰς τὸ γραφεῖον τῆς ἐφημερίδος. bbox=[580, 1346, 853, 1405]
mayor-entry: Ἰρακλειώτου Γκρίλας bbox=[6, 1527, 125, 1541]
ad-cashmere-store bbox=[580, 1075, 853, 1295]
ad-name: Ι. Φ. ΚΩΣΤΟΠΟΥΛΟΥ bbox=[641, 1158, 792, 1173]
mayor-entry: Παρελλίων Ἀγάθος bbox=[312, 125, 417, 139]
buy-price: 37.25 bbox=[216, 244, 246, 256]
ad-address: Ὁδὸς Ἱπποκράτους 41 bbox=[630, 584, 803, 601]
ad-subtitle: Ο ΠΑΘΟΛΟΓΟΣ ΙΑΤΡΟΣ bbox=[907, 709, 1078, 724]
mayor-entry: Ἀσωποῦ Βουζουνάρης bbox=[6, 1037, 126, 1051]
mayor-entry: Ποταμιμγειτόνων Παπακίνης bbox=[312, 112, 474, 125]
